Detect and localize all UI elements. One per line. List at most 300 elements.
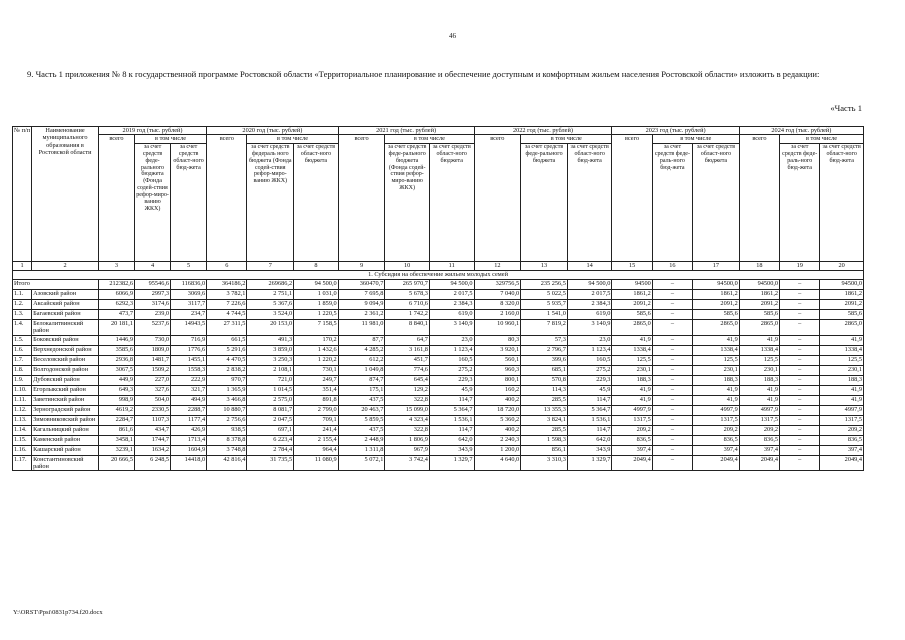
table-cell: 14418,0 <box>171 455 207 471</box>
table-cell: 2865,0 <box>612 319 652 335</box>
col-name-header: Наименование муниципального образования в Ростовской области <box>32 127 99 262</box>
table-cell: 209,2 <box>612 425 652 435</box>
table-cell: 400,2 <box>474 395 521 405</box>
table-cell: 938,5 <box>207 425 247 435</box>
table-cell: 114,7 <box>567 395 612 405</box>
year-2021-header: 2021 год (тыс. рублей) <box>338 127 474 135</box>
table-cell: 2 240,3 <box>474 435 521 445</box>
total-header: всего <box>98 135 134 261</box>
table-cell: 685,1 <box>521 365 568 375</box>
table-cell: 3 824,1 <box>521 415 568 425</box>
table-cell: 2 047,5 <box>247 415 294 425</box>
table-cell: 5 072,1 <box>338 455 385 471</box>
fed-source-header: за счет средств феде-раль-ного бюд-жета <box>652 143 692 261</box>
row-number: 1.5. <box>13 335 32 345</box>
table-cell: 3 161,8 <box>385 345 430 355</box>
table-cell: 188,3 <box>820 375 864 385</box>
table-cell: 6 710,6 <box>385 299 430 309</box>
table-cell: 2 160,0 <box>474 309 521 319</box>
table-cell: 4997,9 <box>693 405 740 415</box>
table-cell: – <box>780 425 820 435</box>
table-cell: 399,6 <box>521 355 568 365</box>
table-cell: 327,6 <box>135 385 171 395</box>
table-cell: – <box>652 405 692 415</box>
table-row <box>13 309 864 319</box>
table-cell: – <box>780 415 820 425</box>
row-number: 1.1. <box>13 289 32 299</box>
table-cell: 1 432,6 <box>294 345 339 355</box>
table-cell: 20 153,0 <box>247 319 294 335</box>
table-cell: – <box>780 319 820 335</box>
table-cell: 774,6 <box>385 365 430 375</box>
table-row <box>13 445 864 455</box>
reg-source-header: за счет средств област-ного бюд-жета <box>567 143 612 261</box>
table-cell: – <box>780 279 820 289</box>
table-cell: 364186,2 <box>207 279 247 289</box>
table-cell: – <box>652 319 692 335</box>
col-number: 1 <box>13 261 32 270</box>
table-cell: 94500,0 <box>739 279 779 289</box>
table-cell: 3 742,4 <box>385 455 430 471</box>
table-cell: 400,2 <box>474 425 521 435</box>
table-cell: 3585,6 <box>98 345 134 355</box>
table-cell: 2 838,2 <box>207 365 247 375</box>
table-cell: – <box>652 289 692 299</box>
table-cell: 94 500,0 <box>567 279 612 289</box>
table-cell: – <box>780 289 820 299</box>
table-cell: 275,2 <box>567 365 612 375</box>
table-cell: 2049,4 <box>612 455 652 471</box>
table-cell: 1446,9 <box>98 335 134 345</box>
row-number: 1.7. <box>13 355 32 365</box>
table-cell: 2091,2 <box>612 299 652 309</box>
table-cell: 13 355,3 <box>521 405 568 415</box>
table-cell: 3117,7 <box>171 299 207 309</box>
table-cell: 321,7 <box>171 385 207 395</box>
incl-header: в том числе <box>135 135 207 143</box>
table-cell: 1 123,4 <box>567 345 612 355</box>
table-cell: 1317,5 <box>739 415 779 425</box>
table-cell: – <box>780 445 820 455</box>
table-cell: 1338,4 <box>820 345 864 355</box>
table-cell: 585,6 <box>739 309 779 319</box>
table-cell: 7 695,8 <box>338 289 385 299</box>
header-row-years <box>13 127 864 135</box>
table-cell: 209,2 <box>739 425 779 435</box>
col-number: 17 <box>693 261 740 270</box>
table-cell: 41,9 <box>612 395 652 405</box>
table-cell: 285,5 <box>521 395 568 405</box>
table-cell: 351,4 <box>294 385 339 395</box>
table-cell: 94500 <box>612 279 652 289</box>
table-cell: 1 541,0 <box>521 309 568 319</box>
table-cell: 998,9 <box>98 395 134 405</box>
table-cell: 5 935,7 <box>521 299 568 309</box>
col-number: 14 <box>567 261 612 270</box>
table-cell: 964,4 <box>294 445 339 455</box>
table-cell: 23,0 <box>567 335 612 345</box>
table-row <box>13 415 864 425</box>
table-cell: 2 017,5 <box>429 289 474 299</box>
table-cell: 3 140,9 <box>429 319 474 335</box>
table-cell: – <box>780 299 820 309</box>
table-cell: 6066,9 <box>98 289 134 299</box>
table-cell: 27 311,5 <box>207 319 247 335</box>
table-cell: 241,4 <box>294 425 339 435</box>
table-cell: 1 220,2 <box>294 355 339 365</box>
table-cell: 41,9 <box>612 385 652 395</box>
municipality-name: Боковский район <box>32 335 99 345</box>
table-cell: 585,6 <box>693 309 740 319</box>
table-cell: 3174,6 <box>135 299 171 309</box>
table-cell: 125,5 <box>820 355 864 365</box>
fed-source-header: за счет средств феде-рального бюджета <box>521 143 568 261</box>
table-cell: 1 742,2 <box>385 309 430 319</box>
table-cell: 2 751,1 <box>247 289 294 299</box>
table-cell: 1776,6 <box>171 345 207 355</box>
table-cell: – <box>780 435 820 445</box>
col-number: 16 <box>652 261 692 270</box>
subsidy-table <box>12 126 864 471</box>
table-row <box>13 405 864 415</box>
table-cell: 891,8 <box>294 395 339 405</box>
table-cell: 1861,2 <box>612 289 652 299</box>
table-cell: 2 784,4 <box>247 445 294 455</box>
table-cell: 275,2 <box>429 365 474 375</box>
table-cell: 2284,7 <box>98 415 134 425</box>
table-cell: 5 291,6 <box>207 345 247 355</box>
table-cell: 437,5 <box>338 425 385 435</box>
col-number: 20 <box>820 261 864 270</box>
table-cell: 4 285,2 <box>338 345 385 355</box>
table-cell: 800,1 <box>474 375 521 385</box>
table-cell: 619,0 <box>429 309 474 319</box>
table-cell: 114,7 <box>567 425 612 435</box>
table-cell: 3 140,9 <box>567 319 612 335</box>
municipality-name: Заветинский район <box>32 395 99 405</box>
table-cell: 1 329,7 <box>567 455 612 471</box>
table-cell: 1481,7 <box>135 355 171 365</box>
row-number: 1.6. <box>13 345 32 355</box>
table-cell: 661,5 <box>207 335 247 345</box>
table-cell: 716,9 <box>171 335 207 345</box>
table-cell: 125,5 <box>693 355 740 365</box>
table-cell: 175,1 <box>338 385 385 395</box>
fed-source-header: за счет средств федераль ного бюджета (Фонда содей-ствия рефор-миро-ванию ЖКХ) <box>247 143 294 261</box>
year-2023-header: 2023 год (тыс. рублей) <box>612 127 739 135</box>
table-cell: 721,0 <box>247 375 294 385</box>
total-header: всего <box>207 135 247 261</box>
year-2022-header: 2022 год (тыс. рублей) <box>474 127 612 135</box>
table-cell: – <box>652 375 692 385</box>
row-number: 1.14. <box>13 425 32 435</box>
table-cell: 2 108,1 <box>247 365 294 375</box>
table-cell: – <box>780 395 820 405</box>
municipality-name: Азовский район <box>32 289 99 299</box>
table-cell: 2 017,5 <box>567 289 612 299</box>
table-cell: 1558,3 <box>171 365 207 375</box>
table-cell: 1 014,5 <box>247 385 294 395</box>
table-cell: – <box>780 405 820 415</box>
table-cell: 6 223,4 <box>247 435 294 445</box>
table-cell: 970,7 <box>207 375 247 385</box>
year-2020-header: 2020 год (тыс. рублей) <box>207 127 339 135</box>
table-cell: 10 880,7 <box>207 405 247 415</box>
table-cell: 3 748,8 <box>207 445 247 455</box>
table-cell: 20 181,1 <box>98 319 134 335</box>
table-cell: 836,5 <box>693 435 740 445</box>
table-cell: 4 470,5 <box>207 355 247 365</box>
table-cell: 2091,2 <box>739 299 779 309</box>
table-cell: 188,3 <box>739 375 779 385</box>
table-cell: 2 361,2 <box>338 309 385 319</box>
table-cell: 3 466,8 <box>207 395 247 405</box>
municipality-name: Аксайский район <box>32 299 99 309</box>
table-cell: 2049,4 <box>739 455 779 471</box>
municipality-name: Зерноградский район <box>32 405 99 415</box>
municipality-name: Волгодонской район <box>32 365 99 375</box>
table-cell: 4997,9 <box>612 405 652 415</box>
table-cell: 3 782,1 <box>207 289 247 299</box>
table-cell: 5237,6 <box>135 319 171 335</box>
table-cell: 397,4 <box>820 445 864 455</box>
table-cell: 2288,7 <box>171 405 207 415</box>
table-row <box>13 365 864 375</box>
table-cell: 329756,5 <box>474 279 521 289</box>
table-cell: 80,3 <box>474 335 521 345</box>
table-cell: 209,2 <box>820 425 864 435</box>
col-number: 18 <box>739 261 779 270</box>
table-cell: 229,3 <box>429 375 474 385</box>
table-cell: 1 536,1 <box>429 415 474 425</box>
total-row <box>13 279 864 289</box>
table-cell: 269686,2 <box>247 279 294 289</box>
table-cell: – <box>780 385 820 395</box>
table-cell: – <box>652 455 692 471</box>
row-number: 1.8. <box>13 365 32 375</box>
table-cell: 1 859,0 <box>294 299 339 309</box>
table-cell: 1861,2 <box>739 289 779 299</box>
table-cell: 1509,2 <box>135 365 171 375</box>
year-2024-header: 2024 год (тыс. рублей) <box>739 127 863 135</box>
col-number: 9 <box>338 261 385 270</box>
table-cell: 160,2 <box>474 385 521 395</box>
row-number: 1.13. <box>13 415 32 425</box>
table-cell: 7 819,2 <box>521 319 568 335</box>
col-number: 7 <box>247 261 294 270</box>
table-cell: 7 158,5 <box>294 319 339 335</box>
table-cell: 1 536,1 <box>567 415 612 425</box>
table-cell: 1 806,9 <box>385 435 430 445</box>
table-cell: 230,1 <box>612 365 652 375</box>
table-cell: 2330,5 <box>135 405 171 415</box>
table-cell: 5 364,7 <box>567 405 612 415</box>
incl-header: в том числе <box>247 135 338 143</box>
table-cell: 1 365,9 <box>207 385 247 395</box>
table-cell: 861,6 <box>98 425 134 435</box>
table-cell: 504,0 <box>135 395 171 405</box>
table-cell: 434,7 <box>135 425 171 435</box>
table-cell: 642,0 <box>429 435 474 445</box>
table-cell: 170,2 <box>294 335 339 345</box>
col-number: 6 <box>207 261 247 270</box>
table-cell: – <box>652 395 692 405</box>
table-cell: 94 500,0 <box>294 279 339 289</box>
row-number: 1.3. <box>13 309 32 319</box>
table-cell: 1338,4 <box>693 345 740 355</box>
column-number-row <box>13 261 864 270</box>
incl-header: в том числе <box>385 135 474 143</box>
table-cell: 3 310,3 <box>521 455 568 471</box>
table-row <box>13 289 864 299</box>
col-num-header: № п/п <box>13 127 32 262</box>
table-cell: 397,4 <box>739 445 779 455</box>
table-cell: – <box>652 355 692 365</box>
table-cell: 612,2 <box>338 355 385 365</box>
table-cell: – <box>652 385 692 395</box>
table-cell: 15 099,0 <box>385 405 430 415</box>
table-row <box>13 435 864 445</box>
table-cell: 1744,7 <box>135 435 171 445</box>
reg-source-header: за счет средств област-ного бюджета <box>429 143 474 261</box>
table-cell: 2 155,4 <box>294 435 339 445</box>
table-cell: 2997,3 <box>135 289 171 299</box>
col-number: 12 <box>474 261 521 270</box>
row-number: 1.17. <box>13 455 32 471</box>
fed-source-header: за счет средств феде-рального бюджета (Фонда содей-ствия рефор-миро-ванию ЖКХ) <box>385 143 430 261</box>
table-cell: 160,5 <box>567 355 612 365</box>
table-cell: 14943,5 <box>171 319 207 335</box>
table-cell: 4 640,0 <box>474 455 521 471</box>
table-row <box>13 385 864 395</box>
table-cell: 1861,2 <box>693 289 740 299</box>
table-cell: 9 094,9 <box>338 299 385 309</box>
table-cell: – <box>652 345 692 355</box>
table-cell: 397,4 <box>612 445 652 455</box>
table-cell: 4 323,4 <box>385 415 430 425</box>
table-cell: 322,8 <box>385 395 430 405</box>
table-cell: 2 756,6 <box>207 415 247 425</box>
table-cell: 494,9 <box>171 395 207 405</box>
table-cell: 94 500,0 <box>429 279 474 289</box>
table-cell: 343,9 <box>429 445 474 455</box>
table-cell: 360470,7 <box>338 279 385 289</box>
table-cell: 585,6 <box>612 309 652 319</box>
table-cell: – <box>652 299 692 309</box>
table-cell: 4 744,5 <box>207 309 247 319</box>
table-cell: 18 720,0 <box>474 405 521 415</box>
table-cell: – <box>780 375 820 385</box>
table-cell: 1317,5 <box>612 415 652 425</box>
col-number: 2 <box>32 261 99 270</box>
reg-source-header: за счет средств област-ного бюджета <box>294 143 339 261</box>
table-cell: 249,7 <box>294 375 339 385</box>
col-number: 11 <box>429 261 474 270</box>
table-cell: 2 384,3 <box>567 299 612 309</box>
table-cell: 3067,5 <box>98 365 134 375</box>
table-cell: 2 799,0 <box>294 405 339 415</box>
table-cell: 41,9 <box>693 335 740 345</box>
table-cell: 188,3 <box>693 375 740 385</box>
row-number: 1.12. <box>13 405 32 415</box>
reg-source-header: за счет средств област-ного бюд-жета <box>820 143 864 261</box>
table-cell: 8 320,0 <box>474 299 521 309</box>
table-cell: – <box>652 435 692 445</box>
table-cell: 5 859,5 <box>338 415 385 425</box>
table-cell: 642,0 <box>567 435 612 445</box>
row-number: 1.2. <box>13 299 32 309</box>
table-cell: 1 329,7 <box>429 455 474 471</box>
table-cell: 230,1 <box>820 365 864 375</box>
table-cell: 2 384,3 <box>429 299 474 309</box>
table-cell: 2 796,7 <box>521 345 568 355</box>
total-header: всего <box>474 135 521 261</box>
table-cell: 1107,3 <box>135 415 171 425</box>
table-cell: 451,7 <box>385 355 430 365</box>
table-cell: 709,1 <box>294 415 339 425</box>
table-cell: 42 816,4 <box>207 455 247 471</box>
table-cell: 41,9 <box>693 385 740 395</box>
table-cell: 1317,5 <box>820 415 864 425</box>
table-row <box>13 425 864 435</box>
municipality-name: Белокалитвинский район <box>32 319 99 335</box>
table-cell: 234,7 <box>171 309 207 319</box>
table-cell: 6292,3 <box>98 299 134 309</box>
table-cell: 874,7 <box>338 375 385 385</box>
col-number: 5 <box>171 261 207 270</box>
table-row <box>13 345 864 355</box>
table-cell: 4997,9 <box>820 405 864 415</box>
section-title: 1. Субсидия на обеспечение жильем молодых семей <box>13 270 864 279</box>
table-cell: 1 200,0 <box>474 445 521 455</box>
table-cell: – <box>652 309 692 319</box>
table-cell: 116836,0 <box>171 279 207 289</box>
year-2019-header: 2019 год (тыс. рублей) <box>98 127 206 135</box>
table-cell: 5 022,5 <box>521 289 568 299</box>
table-cell: 41,9 <box>739 385 779 395</box>
table-cell: 227,0 <box>135 375 171 385</box>
total-header: всего <box>612 135 652 261</box>
table-row <box>13 319 864 335</box>
table-cell: 125,5 <box>612 355 652 365</box>
table-cell: 41,9 <box>820 395 864 405</box>
col-number: 3 <box>98 261 134 270</box>
table-cell: 45,9 <box>567 385 612 395</box>
table-cell: 114,3 <box>521 385 568 395</box>
incl-header: в том числе <box>652 135 739 143</box>
table-cell: 8 081,7 <box>247 405 294 415</box>
table-cell: 285,5 <box>521 425 568 435</box>
table-cell: 1861,2 <box>820 289 864 299</box>
table-cell: 730,0 <box>135 335 171 345</box>
municipality-name: Багаевский район <box>32 309 99 319</box>
col-number: 4 <box>135 261 171 270</box>
total-header: всего <box>739 135 779 261</box>
table-cell: 114,7 <box>429 395 474 405</box>
table-cell: 1177,4 <box>171 415 207 425</box>
table-cell: 2091,2 <box>693 299 740 309</box>
table-cell: 1 220,5 <box>294 309 339 319</box>
municipality-name: Дубовский район <box>32 375 99 385</box>
table-cell: 3 920,1 <box>474 345 521 355</box>
municipality-name: Зимовниковский район <box>32 415 99 425</box>
table-cell: – <box>780 335 820 345</box>
table-row <box>13 395 864 405</box>
table-cell: – <box>652 445 692 455</box>
row-label: Итого <box>13 279 99 289</box>
table-cell: – <box>780 355 820 365</box>
municipality-name: Верхнедонской район <box>32 345 99 355</box>
